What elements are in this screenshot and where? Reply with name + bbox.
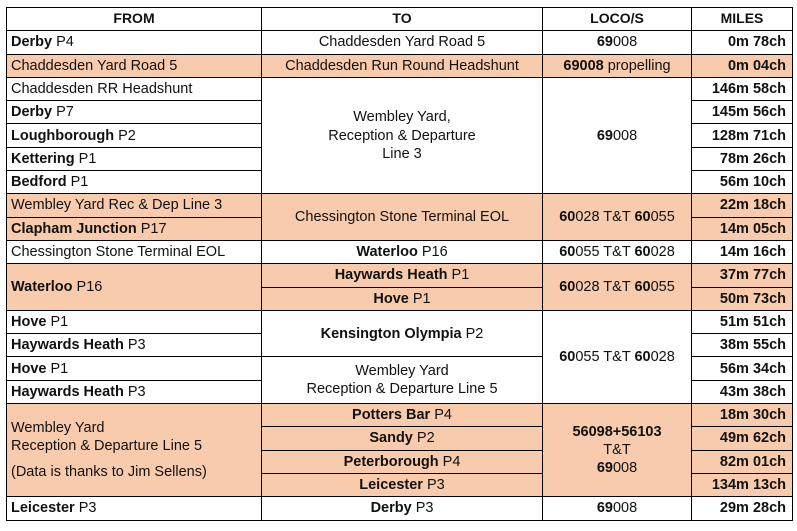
miles-cell: 14m 16ch bbox=[692, 240, 793, 263]
from-cell bbox=[7, 264, 262, 311]
station-name: Haywards Heath bbox=[11, 383, 124, 400]
to-cell bbox=[262, 287, 543, 310]
platform-label: P17 bbox=[136, 220, 167, 237]
miles-cell: 22m 18ch bbox=[692, 194, 793, 217]
loco-line: T&T bbox=[603, 442, 631, 459]
to-cell bbox=[262, 427, 543, 450]
from-cell bbox=[7, 497, 262, 520]
miles-cell: 38m 55ch bbox=[692, 334, 793, 357]
loco-cell bbox=[543, 194, 692, 241]
loco-number: 008 bbox=[612, 460, 638, 477]
station-name: Potters Bar bbox=[352, 407, 431, 424]
station-name: Hove bbox=[373, 290, 409, 307]
station-name: Leicester bbox=[11, 500, 75, 517]
loco-number: 028 bbox=[575, 279, 600, 295]
to-cell bbox=[262, 310, 543, 357]
station-name: Loughborough bbox=[11, 127, 115, 144]
station-name: Leicester bbox=[359, 477, 423, 494]
to-cell bbox=[262, 497, 543, 520]
loco-number: 008 bbox=[612, 127, 638, 144]
loco-number: 56103 bbox=[621, 423, 662, 440]
from-cell: Wembley Yard Rec & Dep Line 3 bbox=[7, 194, 262, 217]
station-name: Kettering bbox=[11, 150, 75, 167]
platform-label: P4 bbox=[52, 34, 74, 51]
loco-line bbox=[547, 459, 687, 477]
loco-cell bbox=[543, 240, 692, 263]
miles-cell: 78m 26ch bbox=[692, 147, 793, 170]
platform-label: P3 bbox=[123, 337, 146, 354]
station-name: Derby bbox=[11, 104, 53, 121]
miles-cell: 50m 73ch bbox=[692, 287, 793, 310]
to-cell bbox=[262, 357, 543, 404]
station-name: Clapham Junction bbox=[11, 220, 137, 237]
loco-number: 055 bbox=[575, 244, 600, 261]
loco-joiner: T&T bbox=[599, 348, 635, 365]
loco-number: 055 bbox=[575, 348, 600, 365]
to-cell bbox=[262, 404, 543, 427]
loco-joiner: T&T bbox=[599, 209, 635, 226]
loco-class: 60 bbox=[559, 209, 576, 226]
table-row bbox=[7, 310, 793, 333]
loco-cell bbox=[543, 31, 692, 54]
station-name: Derby bbox=[370, 500, 412, 517]
from-cell bbox=[7, 310, 262, 333]
to-cell: Chaddesden Yard Road 5 bbox=[262, 31, 543, 54]
from-cell bbox=[7, 380, 262, 403]
table-row bbox=[7, 54, 793, 77]
loco-line bbox=[547, 423, 687, 441]
loco-number: 028 bbox=[650, 244, 675, 261]
from-cell: Chaddesden Yard Road 5 bbox=[7, 54, 262, 77]
spacer bbox=[11, 455, 257, 463]
header-locos: LOCO/S bbox=[543, 8, 692, 31]
loco-cell bbox=[543, 264, 692, 311]
header-miles: MILES bbox=[692, 8, 793, 31]
platform-label: P4 bbox=[438, 453, 461, 470]
table-row bbox=[7, 31, 793, 54]
loco-cell bbox=[543, 497, 692, 520]
route-table bbox=[6, 7, 793, 521]
loco-joiner: T&T bbox=[599, 279, 635, 295]
from-cell bbox=[7, 357, 262, 380]
loco-cell bbox=[543, 77, 692, 193]
loco-class: 69 bbox=[596, 34, 613, 51]
loco-cell bbox=[543, 310, 692, 403]
station-name: Hove bbox=[11, 360, 47, 377]
from-cell bbox=[7, 147, 262, 170]
platform-label: P1 bbox=[66, 174, 89, 191]
to-line: Wembley Yard, bbox=[353, 109, 451, 126]
from-cell: Chessington Stone Terminal EOL bbox=[7, 240, 262, 263]
station-name: Derby bbox=[11, 34, 53, 51]
platform-label: P3 bbox=[411, 500, 434, 517]
platform-label: P3 bbox=[123, 383, 146, 400]
station-name: Haywards Heath bbox=[11, 337, 124, 354]
platform-label: P3 bbox=[74, 500, 97, 517]
platform-label: P1 bbox=[74, 150, 97, 167]
station-name: Bedford bbox=[11, 174, 67, 191]
from-line: Wembley Yard bbox=[11, 419, 105, 436]
loco-number: 028 bbox=[650, 348, 675, 365]
to-cell bbox=[262, 240, 543, 263]
miles-cell: 18m 30ch bbox=[692, 404, 793, 427]
to-line: Reception & Departure Line 5 bbox=[306, 381, 498, 398]
platform-label: P1 bbox=[46, 313, 69, 330]
to-cell bbox=[262, 77, 543, 193]
miles-cell: 146m 58ch bbox=[692, 77, 793, 100]
to-cell bbox=[262, 450, 543, 473]
loco-number: 055 bbox=[650, 209, 675, 226]
header-from: FROM bbox=[7, 8, 262, 31]
platform-label: P4 bbox=[430, 407, 452, 424]
header-row bbox=[7, 8, 793, 31]
from-cell bbox=[7, 31, 262, 54]
loco-class: 60 bbox=[559, 244, 576, 261]
station-name: Sandy bbox=[369, 430, 413, 447]
loco-class: 60 bbox=[634, 209, 651, 226]
to-line: Wembley Yard bbox=[355, 363, 449, 380]
platform-label: P1 bbox=[46, 360, 69, 377]
platform-label: P7 bbox=[52, 104, 74, 121]
station-name: Waterloo bbox=[356, 244, 418, 261]
miles-cell: 82m 01ch bbox=[692, 450, 793, 473]
miles-cell: 134m 13ch bbox=[692, 473, 793, 496]
loco-class: 60 bbox=[559, 279, 576, 295]
loco-number: 008 bbox=[612, 500, 638, 517]
from-cell bbox=[7, 101, 262, 124]
table-row bbox=[7, 240, 793, 263]
loco-class: 69 bbox=[596, 127, 613, 144]
table-row bbox=[7, 497, 793, 520]
miles-cell: 51m 51ch bbox=[692, 310, 793, 333]
miles-cell: 0m 78ch bbox=[692, 31, 793, 54]
loco-number: 56098 bbox=[572, 423, 613, 440]
station-name: Hove bbox=[11, 313, 47, 330]
to-cell: Chaddesden Run Round Headshunt bbox=[262, 54, 543, 77]
table-row bbox=[7, 264, 793, 287]
loco-class: 60 bbox=[634, 244, 651, 261]
miles-cell: 0m 04ch bbox=[692, 54, 793, 77]
station-name: Kensington Olympia bbox=[320, 325, 462, 342]
loco-class: 69 bbox=[596, 460, 613, 477]
platform-label: P3 bbox=[422, 477, 445, 494]
miles-cell: 43m 38ch bbox=[692, 380, 793, 403]
loco-cell bbox=[543, 404, 692, 497]
station-name: Haywards Heath bbox=[334, 267, 448, 284]
platform-label: P16 bbox=[417, 244, 448, 261]
platform-label: P2 bbox=[412, 430, 435, 447]
from-cell: Chaddesden RR Headshunt bbox=[7, 77, 262, 100]
miles-cell: 29m 28ch bbox=[692, 497, 793, 520]
loco-cell bbox=[543, 54, 692, 77]
loco-joiner: T&T bbox=[599, 244, 635, 261]
loco-joiner: + bbox=[612, 423, 622, 440]
loco-class: 69 bbox=[596, 500, 613, 517]
to-cell bbox=[262, 264, 543, 287]
miles-cell: 14m 05ch bbox=[692, 217, 793, 240]
miles-cell: 56m 34ch bbox=[692, 357, 793, 380]
miles-cell: 128m 71ch bbox=[692, 124, 793, 147]
table-row bbox=[7, 194, 793, 217]
to-cell bbox=[262, 473, 543, 496]
platform-label: P16 bbox=[72, 279, 103, 295]
loco-number: 028 bbox=[575, 209, 600, 226]
table-row bbox=[7, 77, 793, 100]
to-line: Line 3 bbox=[382, 145, 422, 162]
loco-class: 60 bbox=[634, 279, 651, 295]
loco-class: 60 bbox=[634, 348, 651, 365]
from-cell bbox=[7, 171, 262, 194]
to-cell: Chessington Stone Terminal EOL bbox=[262, 194, 543, 241]
platform-label: P1 bbox=[447, 267, 470, 284]
from-cell bbox=[7, 124, 262, 147]
loco-number: 69008 bbox=[563, 57, 604, 74]
platform-label: P2 bbox=[114, 127, 136, 144]
loco-note: propelling bbox=[603, 57, 671, 74]
miles-cell: 145m 56ch bbox=[692, 101, 793, 124]
station-name: Peterborough bbox=[343, 453, 439, 470]
loco-class: 60 bbox=[559, 348, 576, 365]
table-row bbox=[7, 404, 793, 427]
miles-cell: 49m 62ch bbox=[692, 427, 793, 450]
platform-label: P1 bbox=[408, 290, 431, 307]
station-name: Waterloo bbox=[11, 279, 73, 295]
from-cell bbox=[7, 404, 262, 497]
from-cell bbox=[7, 217, 262, 240]
to-line: Reception & Departure bbox=[328, 127, 476, 144]
miles-cell: 37m 77ch bbox=[692, 264, 793, 287]
loco-number: 008 bbox=[612, 34, 638, 51]
from-cell bbox=[7, 334, 262, 357]
header-to: TO bbox=[262, 8, 543, 31]
miles-cell: 56m 10ch bbox=[692, 171, 793, 194]
credit-note: (Data is thanks to Jim Sellens) bbox=[11, 464, 207, 481]
platform-label: P2 bbox=[461, 325, 484, 342]
loco-number: 055 bbox=[650, 279, 675, 295]
from-line: Reception & Departure Line 5 bbox=[11, 438, 203, 455]
